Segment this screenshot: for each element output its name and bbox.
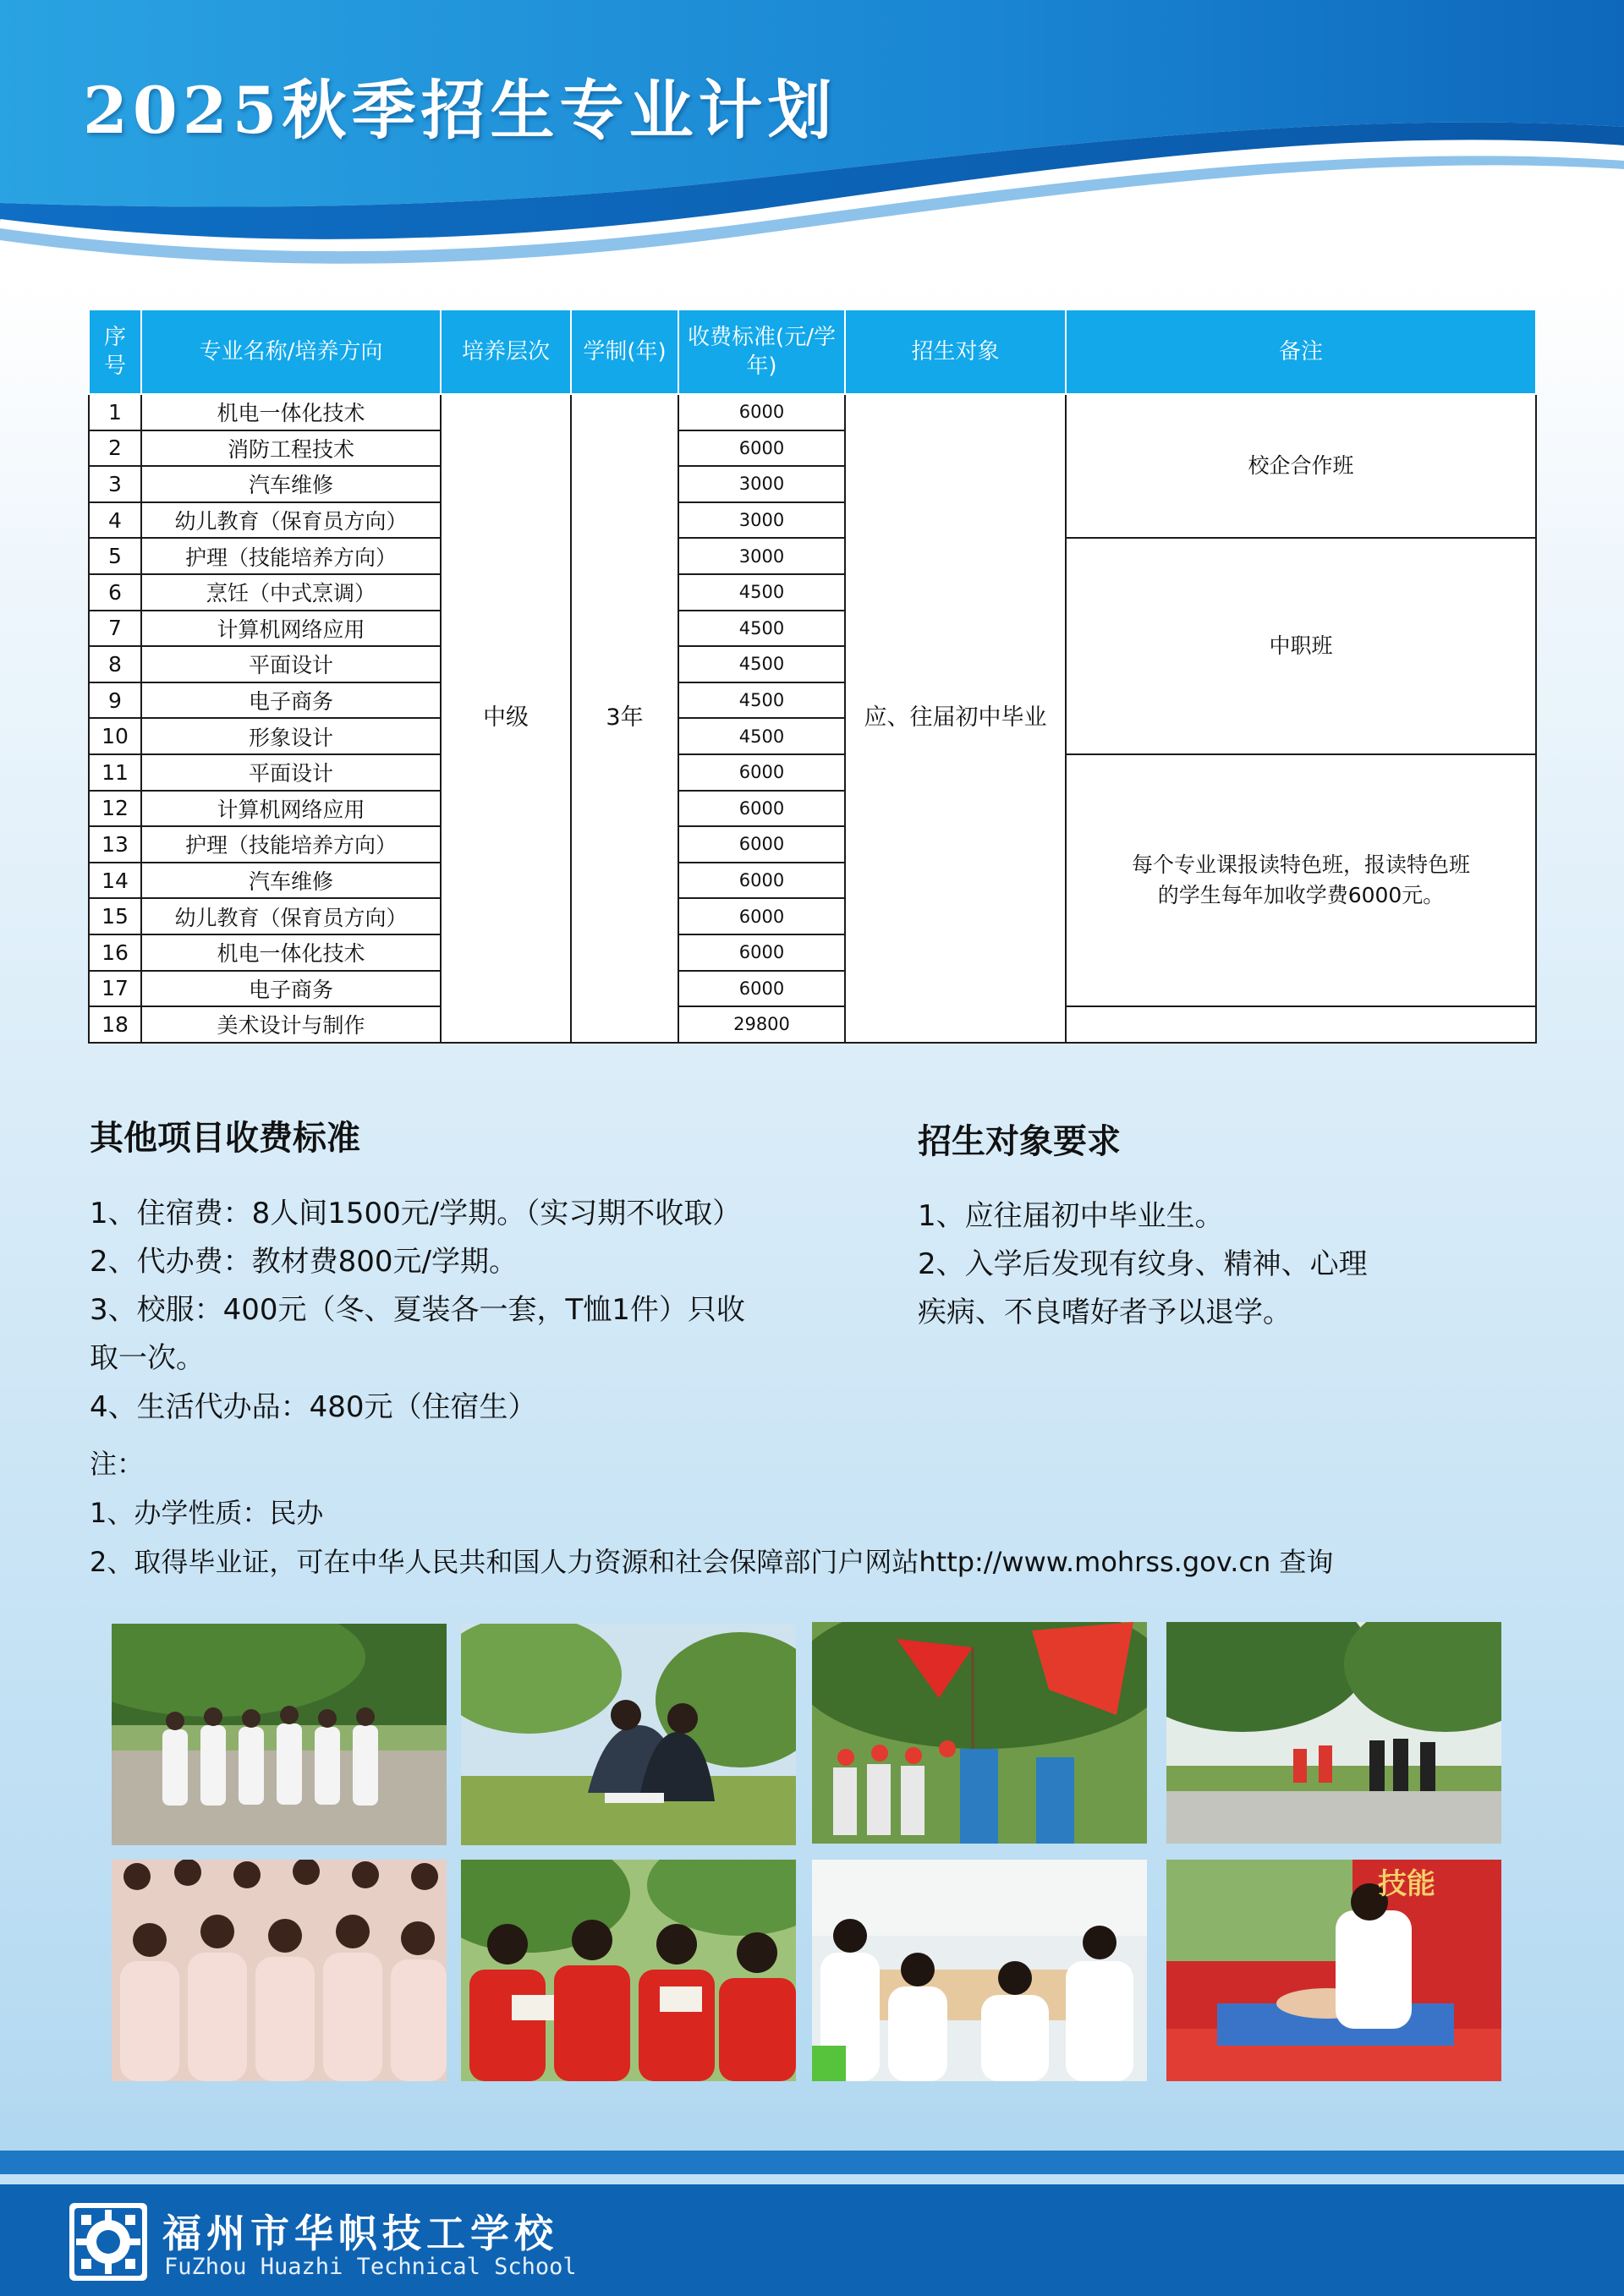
fee-item: 2、代办费：教材费800元/学期。 [90, 1245, 518, 1279]
row-major: 汽车维修 [141, 466, 441, 502]
header-remark: 备注 [1066, 310, 1536, 394]
footer-stripe [0, 2151, 1624, 2174]
header-fee: 收费标准(元/学年) [678, 310, 845, 394]
fee-item: 3、校服：400元（冬、夏装各一套，T恤1件）只收 [90, 1293, 745, 1327]
requirement-item: 1、应往届初中毕业生。 [918, 1199, 1224, 1233]
school-name: 福州市华帜技工学校 [162, 2211, 558, 2256]
row-major: 消防工程技术 [141, 430, 441, 467]
row-no: 13 [89, 826, 141, 863]
row-fee: 3000 [678, 466, 845, 502]
row-no: 2 [89, 430, 141, 467]
row-fee: 4500 [678, 574, 845, 611]
row-fee: 4500 [678, 682, 845, 719]
row-fee: 6000 [678, 898, 845, 934]
students-on-lawn-photo [461, 1624, 796, 1845]
table-row [89, 1006, 1536, 1043]
fee-item: 取一次。 [90, 1341, 205, 1375]
header-no: 序号 [89, 310, 141, 394]
campus-walk-photo [1166, 1622, 1501, 1844]
row-fee: 6000 [678, 934, 845, 971]
school-logo-icon [68, 2201, 149, 2282]
row-major: 护理（技能培养方向） [141, 826, 441, 863]
header-level: 培养层次 [441, 310, 571, 394]
row-fee: 3000 [678, 502, 845, 539]
row-major: 机电一体化技术 [141, 934, 441, 971]
table-row [89, 394, 1536, 430]
row-fee: 6000 [678, 394, 845, 430]
remark-cell-1: 校企合作班 [1066, 394, 1536, 538]
header-duration: 学制(年) [571, 310, 678, 394]
row-no: 4 [89, 502, 141, 539]
row-no: 17 [89, 971, 141, 1007]
enrollment-plan-table [88, 309, 1537, 1044]
row-no: 18 [89, 1006, 141, 1043]
row-no: 10 [89, 718, 141, 754]
footer-stripe-light [0, 2174, 1624, 2184]
header-major: 专业名称/培养方向 [141, 310, 441, 394]
page-title: 2025秋季招生专业计划 [83, 73, 837, 148]
row-major: 平面设计 [141, 754, 441, 791]
row-major: 幼儿教育（保育员方向） [141, 502, 441, 539]
note-item: 1、办学性质：民办 [90, 1497, 324, 1529]
row-major: 护理（技能培养方向） [141, 538, 441, 574]
row-fee: 6000 [678, 826, 845, 863]
row-no: 14 [89, 863, 141, 899]
header-banner [0, 0, 1624, 288]
row-fee: 6000 [678, 430, 845, 467]
row-fee: 29800 [678, 1006, 845, 1043]
row-no: 7 [89, 611, 141, 647]
row-fee: 6000 [678, 754, 845, 791]
note-label: 注： [90, 1448, 145, 1480]
table-row [89, 538, 1536, 574]
requirement-item: 疾病、不良嗜好者予以退学。 [918, 1296, 1292, 1329]
row-fee: 4500 [678, 646, 845, 682]
cpr-training-photo [1166, 1860, 1501, 2081]
remark-cell-3: 每个专业课报读特色班，报读特色班的学生每年加收学费6000元。 [1066, 754, 1536, 1006]
row-fee: 3000 [678, 538, 845, 574]
row-major: 烹饪（中式烹调） [141, 574, 441, 611]
requirements-heading: 招生对象要求 [918, 1122, 1121, 1161]
row-fee: 6000 [678, 791, 845, 827]
row-major: 电子商务 [141, 971, 441, 1007]
row-fee: 6000 [678, 971, 845, 1007]
school-name-en: FuZhou Huazhi Technical School [164, 2254, 577, 2280]
note-item: 2、取得毕业证，可在中华人民共和国人力资源和社会保障部门户网站http://www.mohrss.gov.cn 查询 [90, 1546, 1334, 1578]
row-major: 形象设计 [141, 718, 441, 754]
row-major: 幼儿教育（保育员方向） [141, 898, 441, 934]
table-row [89, 754, 1536, 791]
duration-cell: 3年 [571, 394, 678, 1043]
row-major: 电子商务 [141, 682, 441, 719]
row-major: 汽车维修 [141, 863, 441, 899]
target-cell: 应、往届初中毕业 [845, 394, 1066, 1043]
row-major: 计算机网络应用 [141, 791, 441, 827]
svg-text:技能: 技能 [1378, 1867, 1435, 1901]
table-header-row [89, 310, 1536, 394]
remark-cell-4 [1066, 1006, 1536, 1043]
level-cell: 中级 [441, 394, 571, 1043]
choir-performance-photo [112, 1860, 447, 2081]
header-target: 招生对象 [845, 310, 1066, 394]
classroom-practice-photo [812, 1860, 1147, 2081]
row-no: 3 [89, 466, 141, 502]
row-no: 1 [89, 394, 141, 430]
row-major: 机电一体化技术 [141, 394, 441, 430]
row-no: 5 [89, 538, 141, 574]
row-fee: 6000 [678, 863, 845, 899]
row-fee: 4500 [678, 611, 845, 647]
row-no: 16 [89, 934, 141, 971]
row-major: 美术设计与制作 [141, 1006, 441, 1043]
fee-item: 1、住宿费：8人间1500元/学期。（实习期不收取） [90, 1197, 742, 1230]
row-no: 12 [89, 791, 141, 827]
row-no: 15 [89, 898, 141, 934]
footer [0, 2184, 1624, 2296]
students-reading-photo [461, 1860, 796, 2081]
row-major: 计算机网络应用 [141, 611, 441, 647]
remark-cell-2: 中职班 [1066, 538, 1536, 754]
students-in-lab-coats-photo [112, 1624, 447, 1845]
row-no: 8 [89, 646, 141, 682]
fee-item: 4、生活代办品：480元（住宿生） [90, 1390, 537, 1424]
row-major: 平面设计 [141, 646, 441, 682]
row-fee: 4500 [678, 718, 845, 754]
requirement-item: 2、入学后发现有纹身、精神、心理 [918, 1247, 1368, 1281]
fees-heading: 其他项目收费标准 [90, 1119, 360, 1158]
row-no: 6 [89, 574, 141, 611]
red-flag-march-photo [812, 1622, 1147, 1844]
row-no: 9 [89, 682, 141, 719]
row-no: 11 [89, 754, 141, 791]
